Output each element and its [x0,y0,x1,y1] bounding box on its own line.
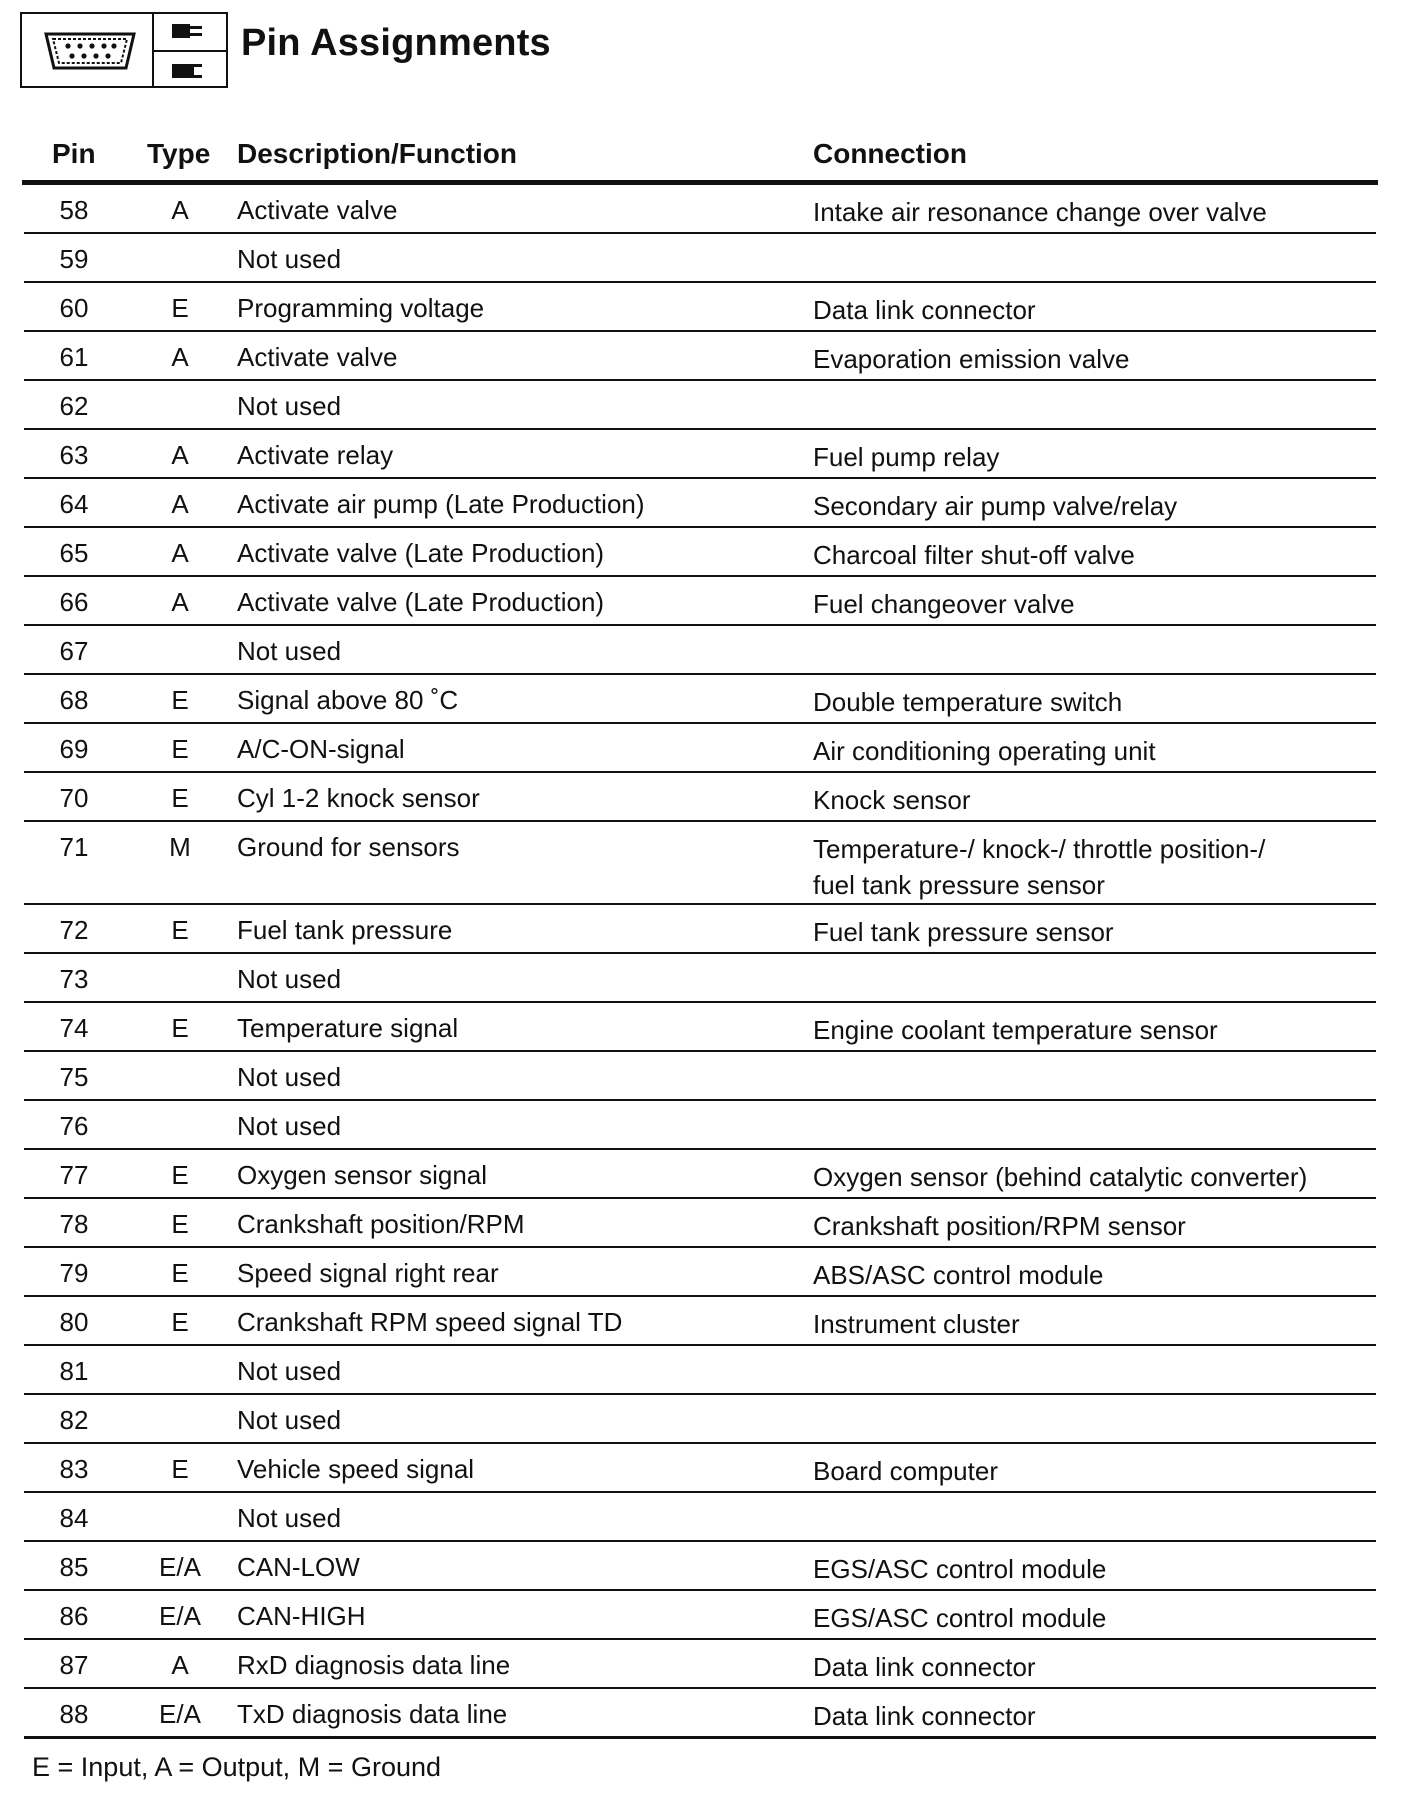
table-row [24,1640,1376,1689]
table-row [24,822,1376,905]
description-cell: Not used [237,1062,342,1092]
plug-socket-icon [170,60,210,82]
description-cell: Ground for sensors [237,832,460,862]
pin-cell: 83 [59,1454,89,1484]
connection-cell: Secondary air pump valve/relay [813,491,1178,521]
page-title: Pin Assignments [241,22,551,64]
description-cell: Activate valve [237,342,398,372]
pin-cell: 79 [59,1258,89,1288]
type-cell: E [171,1209,189,1239]
description-cell: Not used [237,964,342,994]
icon-divider-horizontal [154,50,226,52]
description-cell: Crankshaft position/RPM [237,1209,525,1239]
type-cell: E [171,1160,189,1190]
table-row [24,234,1376,283]
type-cell: M [169,832,191,862]
pin-cell: 74 [59,1013,89,1043]
table-row [24,1297,1376,1346]
description-cell: Speed signal right rear [237,1258,499,1288]
pin-cell: 60 [59,293,89,323]
pin-cell: 71 [59,832,89,862]
description-cell: Not used [237,1503,342,1533]
pin-cell: 73 [59,964,89,994]
type-cell: E [171,783,189,813]
connection-cell: ABS/ASC control module [813,1260,1104,1290]
connection-cell: Air conditioning operating unit [813,736,1156,766]
table-row [24,1444,1376,1493]
description-cell: Not used [237,1405,342,1435]
connector-icon [40,28,140,74]
pin-cell: 63 [59,440,89,470]
pin-cell: 81 [59,1356,89,1386]
pin-cell: 77 [59,1160,89,1190]
connection-cell: Oxygen sensor (behind catalytic converter) [813,1162,1308,1192]
type-cell: E/A [159,1699,201,1729]
table-row [24,1248,1376,1297]
table-row [24,1542,1376,1591]
table-row [24,1689,1376,1739]
type-cell: E [171,1307,189,1337]
type-cell: E [171,293,189,323]
type-cell: E [171,1258,189,1288]
type-cell: E [171,685,189,715]
connection-cell: Data link connector [813,1652,1036,1682]
pin-cell: 78 [59,1209,89,1239]
table-row [24,1493,1376,1542]
pin-cell: 61 [59,342,89,372]
pin-cell: 80 [59,1307,89,1337]
description-cell: A/C-ON-signal [237,734,405,764]
connection-cell: Board computer [813,1456,998,1486]
description-cell: Activate relay [237,440,394,470]
description-cell: Not used [237,1111,342,1141]
description-cell: Crankshaft RPM speed signal TD [237,1307,623,1337]
description-cell: Signal above 80 ˚C [237,685,459,715]
connection-cell: Fuel changeover valve [813,589,1075,619]
plug-pins-icon [170,20,210,42]
description-cell: Not used [237,636,342,666]
connection-cell: Charcoal filter shut-off valve [813,540,1135,570]
type-cell: E [171,915,189,945]
connection-cell: EGS/ASC control module [813,1603,1107,1633]
table-row [24,577,1376,626]
type-legend: E = Input, A = Output, M = Ground [32,1752,442,1782]
pin-cell: 75 [59,1062,89,1092]
description-cell: Activate valve (Late Production) [237,587,605,617]
pin-cell: 87 [59,1650,89,1680]
connection-cell: Temperature-/ knock-/ throttle position-/ fuel tank pressure sensor [813,834,1266,900]
column-header-description: Description/Function [237,138,517,169]
table-body [24,185,1376,1739]
type-cell: E/A [159,1552,201,1582]
table-row [24,1395,1376,1444]
pin-cell: 84 [59,1503,89,1533]
connection-cell: Data link connector [813,1701,1036,1731]
description-cell: Not used [237,244,342,274]
type-cell: A [171,489,189,519]
type-cell: A [171,587,189,617]
pin-cell: 85 [59,1552,89,1582]
connection-cell: Intake air resonance change over valve [813,197,1267,227]
connection-cell: Knock sensor [813,785,971,815]
pin-cell: 72 [59,915,89,945]
type-cell: E/A [159,1601,201,1631]
pin-cell: 82 [59,1405,89,1435]
table-row [24,626,1376,675]
connection-cell: Instrument cluster [813,1309,1020,1339]
connection-cell: Evaporation emission valve [813,344,1130,374]
pin-cell: 66 [59,587,89,617]
table-row [24,1150,1376,1199]
connector-icon-box [20,12,228,88]
pin-cell: 67 [59,636,89,666]
type-cell: A [171,342,189,372]
description-cell: Activate air pump (Late Production) [237,489,645,519]
table-row [24,905,1376,954]
connection-cell: Fuel pump relay [813,442,1000,472]
table-row [24,1003,1376,1052]
column-header-type: Type [147,138,211,169]
type-cell: E [171,734,189,764]
table-row [24,381,1376,430]
pin-cell: 59 [59,244,89,274]
table-row [24,675,1376,724]
table-row [24,1591,1376,1640]
type-cell: A [171,440,189,470]
description-cell: Activate valve (Late Production) [237,538,605,568]
connection-cell: Data link connector [813,295,1036,325]
pin-cell: 68 [59,685,89,715]
table-row [24,1346,1376,1395]
table-row [24,332,1376,381]
column-header-pin: Pin [52,138,96,169]
description-cell: Vehicle speed signal [237,1454,475,1484]
table-row [24,1101,1376,1150]
description-cell: Temperature signal [237,1013,459,1043]
pin-cell: 58 [59,195,89,225]
connection-cell: Double temperature switch [813,687,1123,717]
pin-cell: 62 [59,391,89,421]
description-cell: RxD diagnosis data line [237,1650,511,1680]
pin-cell: 76 [59,1111,89,1141]
type-cell: E [171,1013,189,1043]
description-cell: Fuel tank pressure [237,915,453,945]
type-cell: E [171,1454,189,1484]
column-header-connection: Connection [813,138,967,169]
table-row [24,283,1376,332]
description-cell: CAN-HIGH [237,1601,366,1631]
type-cell: A [171,195,189,225]
connection-cell: Engine coolant temperature sensor [813,1015,1218,1045]
description-cell: TxD diagnosis data line [237,1699,508,1729]
description-cell: CAN-LOW [237,1552,360,1582]
table-row [24,1199,1376,1248]
table-row [24,954,1376,1003]
pin-cell: 88 [59,1699,89,1729]
description-cell: Activate valve [237,195,398,225]
description-cell: Oxygen sensor signal [237,1160,488,1190]
description-cell: Not used [237,1356,342,1386]
type-cell: A [171,1650,189,1680]
pin-cell: 64 [59,489,89,519]
connection-cell: EGS/ASC control module [813,1554,1107,1584]
pin-cell: 86 [59,1601,89,1631]
table-row [24,528,1376,577]
connection-cell: Crankshaft position/RPM sensor [813,1211,1186,1241]
table-row [24,1052,1376,1101]
pin-cell: 69 [59,734,89,764]
description-cell: Cyl 1-2 knock sensor [237,783,480,813]
table-row [24,479,1376,528]
description-cell: Programming voltage [237,293,485,323]
description-cell: Not used [237,391,342,421]
table-row [24,185,1376,234]
table-row [24,773,1376,822]
pin-cell: 70 [59,783,89,813]
table-row [24,724,1376,773]
type-cell: A [171,538,189,568]
pin-cell: 65 [59,538,89,568]
table-header [24,138,1376,174]
table-row [24,430,1376,479]
connection-cell: Fuel tank pressure sensor [813,917,1114,947]
